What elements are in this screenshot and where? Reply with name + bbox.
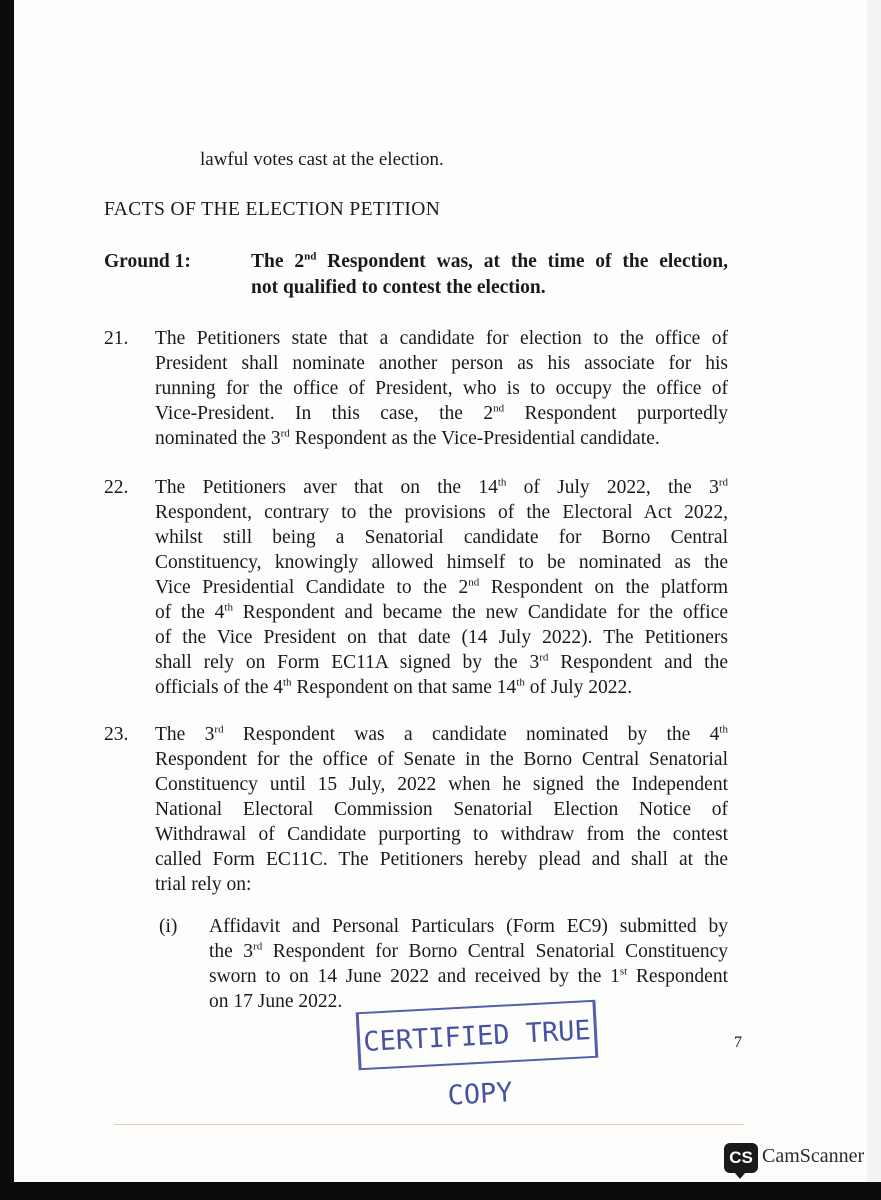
camscanner-logo-icon: CS (724, 1143, 758, 1173)
paragraph-line: National Electoral Commission Senatorial Election Notice of (155, 799, 728, 820)
paragraph-line: Vice-President. In this case, the 2nd Respondent purportedly (155, 402, 728, 424)
paragraph-line: Withdrawal of Candidate purporting to withdraw from the contest (155, 824, 728, 845)
paragraph-line: of the Vice President on that date (14 July 2022). The Petitioners (155, 627, 728, 648)
ground-text-line: not qualified to contest the election. (251, 277, 546, 298)
subitem-line: Affidavit and Personal Particulars (Form EC9) submitted by (209, 916, 728, 937)
scan-frame-bottom (0, 1182, 881, 1200)
subitem-line: the 3rd Respondent for Borno Central Senatorial Constituency (209, 940, 729, 962)
paragraph-line: nominated the 3rd Respondent as the Vice-Presidential candidate. (155, 427, 660, 449)
paragraph-line: of the 4th Respondent and became the new Candidate for the office (155, 601, 728, 623)
paragraph-line: President shall nominate another person as his associate for his (155, 353, 728, 374)
paragraph-line: shall rely on Form EC11A signed by the 3rd Respondent and the (155, 651, 728, 673)
paragraph-number: 22. (104, 477, 129, 498)
paragraph-line: The 3rd Respondent was a candidate nominated by the 4th (155, 723, 728, 745)
subitem-line: sworn to on 14 June 2022 and received by the 1st Respondent (209, 965, 728, 987)
intro-line: lawful votes cast at the election. (200, 149, 444, 170)
paragraph-line: The Petitioners aver that on the 14th of July 2022, the 3rd (155, 476, 728, 498)
paragraph-line: Respondent, contrary to the provisions of the Electoral Act 2022, (155, 502, 728, 523)
ground-label: Ground 1: (104, 251, 191, 272)
paragraph-line: officials of the 4th Respondent on that same 14th of July 2022. (155, 676, 633, 698)
paragraph-line: The Petitioners state that a candidate for election to the office of (155, 328, 728, 349)
paragraph-line: Constituency, knowingly allowed himself to be nominated as the (155, 552, 728, 573)
section-title: FACTS OF THE ELECTION PETITION (104, 199, 441, 220)
subitem-number: (i) (159, 916, 178, 937)
footer-rule (114, 1124, 744, 1125)
certified-true-copy-stamp: CERTIFIED TRUE COPY (356, 1000, 599, 1070)
document-page (14, 0, 867, 1182)
ground-text-line: The 2nd Respondent was, at the time of the election, (251, 250, 728, 272)
paragraph-line: called Form EC11C. The Petitioners hereby plead and shall at the (155, 849, 728, 870)
paragraph-line: Constituency until 15 July, 2022 when he signed the Independent (155, 774, 728, 795)
scan-frame-left (0, 0, 14, 1200)
paragraph-number: 23. (104, 724, 129, 745)
paragraph-line: Respondent for the office of Senate in the Borno Central Senatorial (155, 749, 728, 770)
paragraph-line: whilst still being a Senatorial candidate for Borno Central (155, 527, 728, 548)
paragraph-line: Vice Presidential Candidate to the 2nd Respondent on the platform (155, 576, 729, 598)
page-number: 7 (734, 1034, 742, 1051)
paragraph-number: 21. (104, 328, 129, 349)
subitem-line: on 17 June 2022. (209, 991, 343, 1012)
paragraph-line: running for the office of President, who is to occupy the office of (155, 378, 728, 399)
paragraph-line: trial rely on: (155, 874, 252, 895)
camscanner-watermark-text: CamScanner (762, 1145, 865, 1167)
